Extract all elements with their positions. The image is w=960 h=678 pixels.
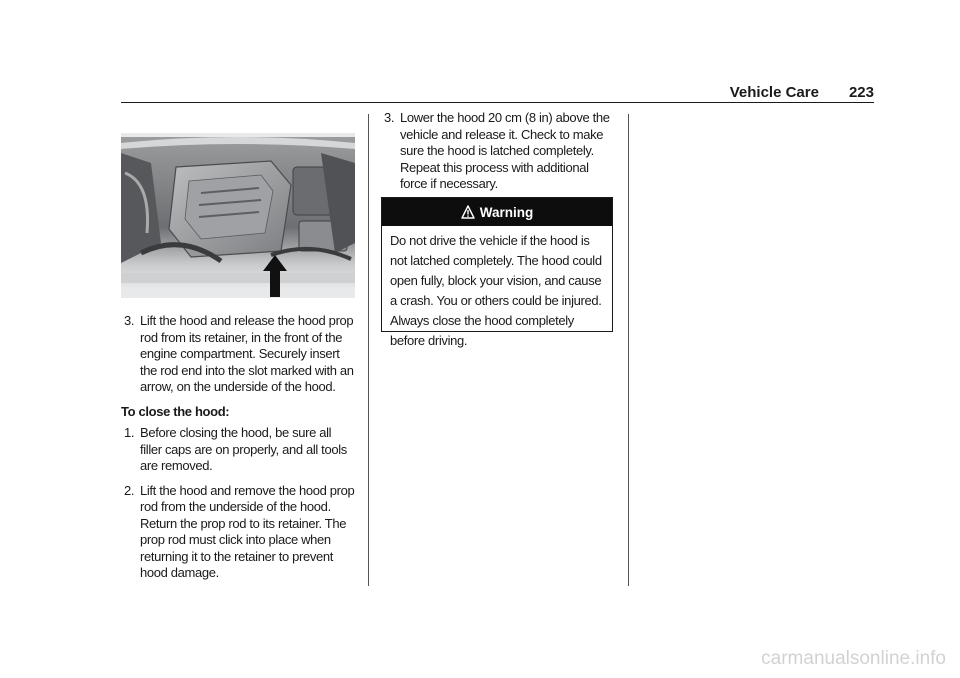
left-column (121, 313, 356, 590)
close-step-1 (124, 425, 356, 475)
step-number: 1. (124, 425, 135, 440)
header-rule (121, 102, 874, 103)
step-number: 3. (124, 313, 135, 328)
column-divider-right (628, 114, 629, 586)
warning-header (382, 198, 612, 226)
step-text: Lower the hood 20 cm (8 in) above the vehicle and release it. Check to make sure the hood is latched completely. Repeat this process with additional force if necessary. (400, 110, 610, 191)
up-arrow-icon (263, 255, 287, 297)
page-number: 223 (848, 84, 874, 101)
warning-triangle-icon (461, 205, 475, 219)
warning-title: Warning (479, 204, 534, 220)
page-header (730, 84, 874, 101)
warning-text: Do not drive the vehicle if the hood is not latched completely. The hood could open fully, block your vision, and cause a crash. You or others could be injured. Always close the hood completely before driving. (390, 233, 602, 348)
engine-compartment-illustration (121, 133, 355, 298)
step-3-lift-hood (124, 313, 356, 396)
close-hood-heading: To close the hood: (121, 403, 230, 419)
right-column (384, 110, 612, 201)
warning-box (381, 197, 613, 348)
step-number: 3. (384, 110, 395, 125)
step-text: Lift the hood and remove the hood prop rod from the underside of the hood. Return the prop rod to its retainer. The prop rod must click into place when returning it to the retainer to prevent hood damage. (140, 482, 355, 580)
section-title: Vehicle Care (729, 84, 819, 101)
watermark: carmanualsonline.info (761, 648, 946, 669)
step-number: 2. (124, 482, 135, 498)
step-3-lower-hood (384, 110, 612, 193)
engine-compartment-photo (121, 133, 355, 298)
column-divider-left (368, 114, 369, 586)
step-text: Before closing the hood, be sure all filler caps are on properly, and all tools are removed. (140, 425, 347, 473)
step-text: Lift the hood and release the hood prop rod from its retainer, in the front of the engine compartment. Securely insert the rod end into the slot marked with an arrow, on the underside of the hood. (140, 313, 354, 394)
close-step-2 (124, 483, 356, 582)
